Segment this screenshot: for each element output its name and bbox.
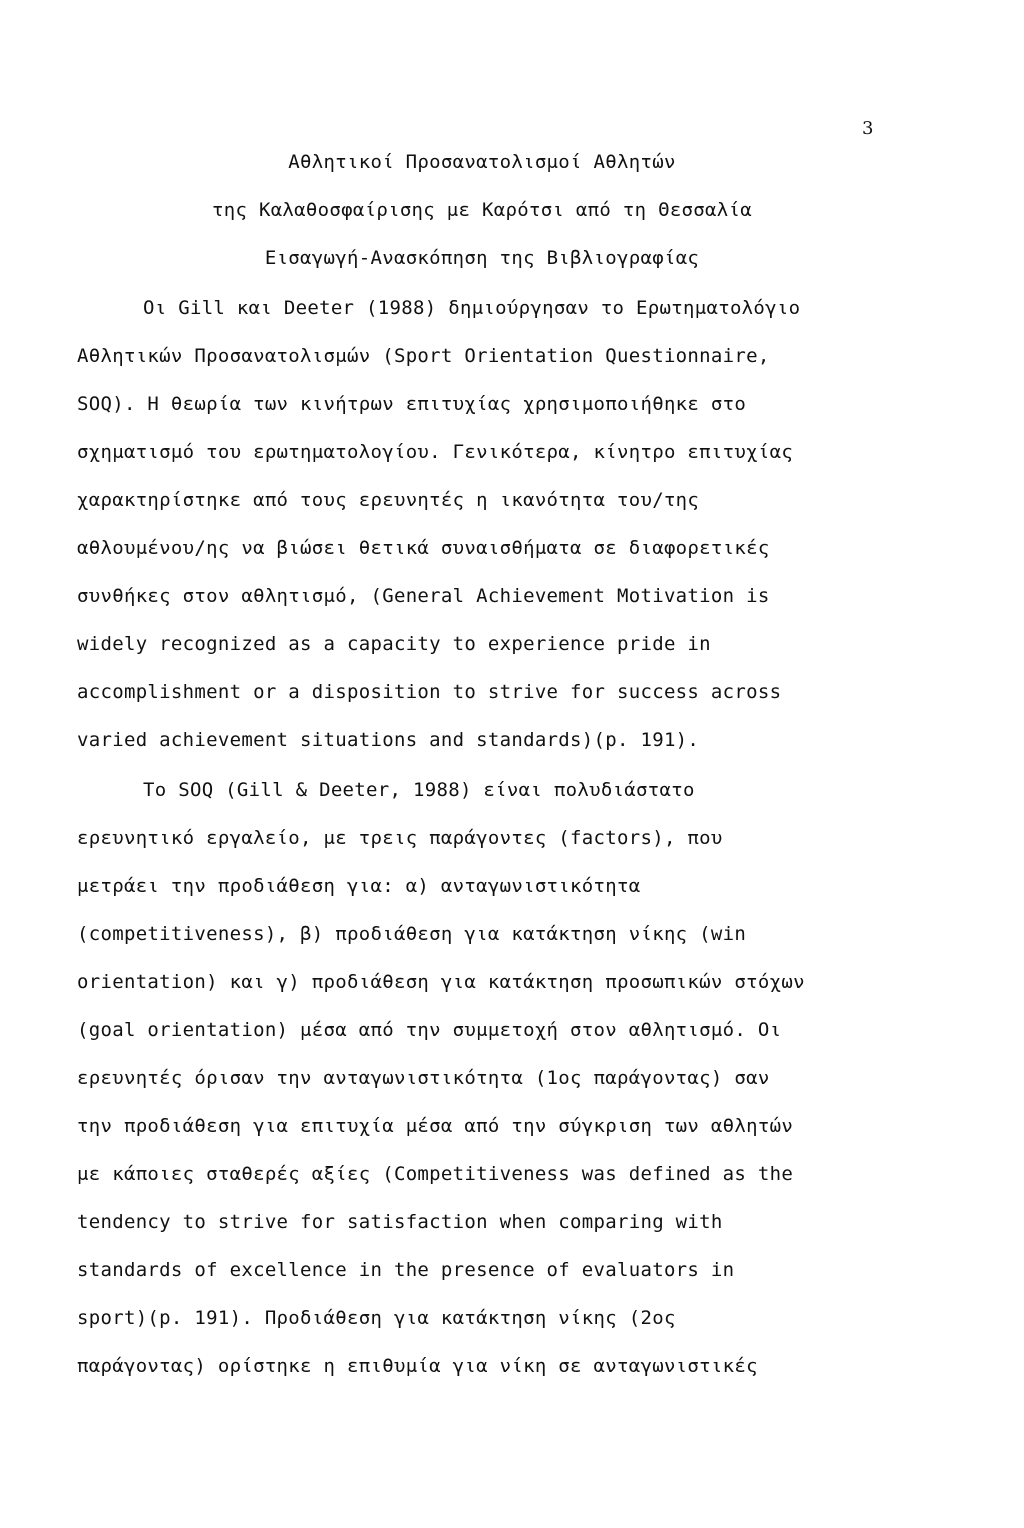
text-line: ερευνητές όρισαν την ανταγωνιστικότητα (1ος παράγοντας) σαν bbox=[77, 1067, 770, 1089]
text-line: tendency to strive for satisfaction when comparing with bbox=[77, 1211, 723, 1233]
text-line: αθλουμένου/ης να βιώσει θετικά συναισθήματα σε διαφορετικές bbox=[77, 537, 770, 559]
text-line: παράγοντας) ορίστηκε η επιθυμία για νίκη σε ανταγωνιστικές bbox=[77, 1355, 758, 1377]
text-line: SOQ). Η θεωρία των κινήτρων επιτυχίας χρησιμοποιήθηκε στο bbox=[77, 393, 747, 415]
page-number: 3 bbox=[862, 118, 874, 139]
text-line: χαρακτηρίστηκε από τους ερευνητές η ικανότητα του/της bbox=[77, 489, 700, 511]
text-line: varied achievement situations and standards)(p. 191). bbox=[77, 729, 700, 751]
text-line: (competitiveness), β) προδιάθεση για κατάκτηση νίκης (win bbox=[77, 923, 747, 945]
text-line: σχηματισμό του ερωτηματολογίου. Γενικότερα, κίνητρο επιτυχίας bbox=[77, 441, 794, 463]
title-line-2: της Καλαθοσφαίρισης με Καρότσι από τη Θεσσαλία bbox=[212, 199, 752, 221]
text-line: συνθήκες στον αθλητισμό, (General Achievement Motivation is bbox=[77, 585, 770, 607]
text-line: (goal orientation) μέσα από την συμμετοχή στον αθλητισμό. Οι bbox=[77, 1019, 782, 1041]
text-line: Το SOQ (Gill & Deeter, 1988) είναι πολυδιάστατο bbox=[143, 779, 695, 801]
text-line: widely recognized as a capacity to experience pride in bbox=[77, 633, 711, 655]
text-line: accomplishment or a disposition to strive for success across bbox=[77, 681, 782, 703]
text-line: orientation) και γ) προδιάθεση για κατάκτηση προσωπικών στόχων bbox=[77, 971, 805, 993]
text-line: Οι Gill και Deeter (1988) δημιούργησαν το Ερωτηματολόγιο bbox=[143, 297, 801, 319]
text-line: με κάποιες σταθερές αξίες (Competitiveness was defined as the bbox=[77, 1163, 794, 1185]
text-line: την προδιάθεση για επιτυχία μέσα από την σύγκριση των αθλητών bbox=[77, 1115, 794, 1137]
text-line: Αθλητικών Προσανατολισμών (Sport Orientation Questionnaire, bbox=[77, 345, 770, 367]
text-line: sport)(p. 191). Προδιάθεση για κατάκτηση νίκης (2ος bbox=[77, 1307, 676, 1329]
section-heading: Εισαγωγή-Ανασκόπηση της Βιβλιογραφίας bbox=[264, 247, 700, 269]
title-line-1: Αθλητικοί Προσανατολισμοί Αθλητών bbox=[288, 151, 676, 173]
text-line: ερευνητικό εργαλείο, με τρεις παράγοντες (factors), που bbox=[77, 827, 723, 849]
text-line: μετράει την προδιάθεση για: α) ανταγωνιστικότητα bbox=[77, 875, 641, 897]
text-line: standards of excellence in the presence of evaluators in bbox=[77, 1259, 735, 1281]
